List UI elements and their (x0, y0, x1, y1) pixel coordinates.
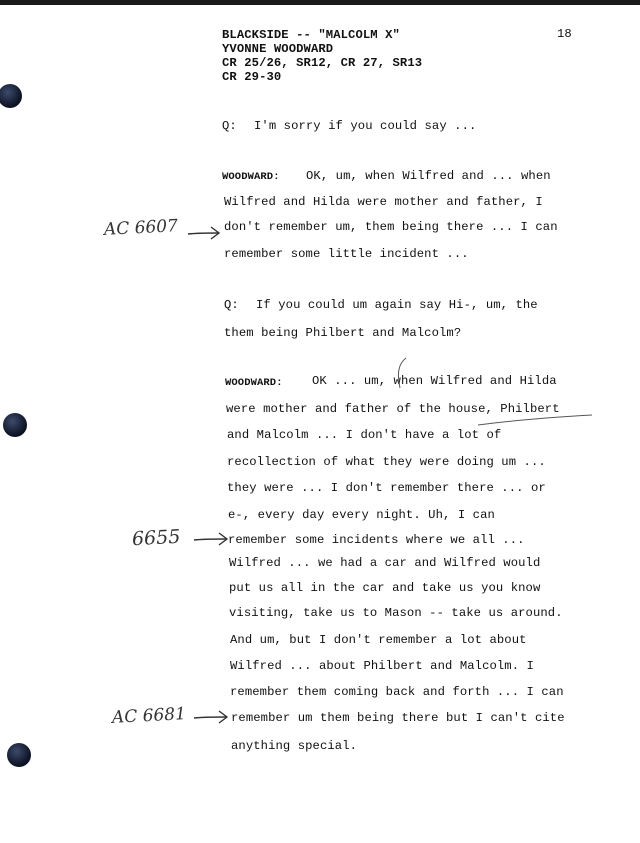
transcript-line: remember some incidents where we all ... (228, 533, 525, 547)
transcript-line: remember some little incident ... (224, 247, 469, 261)
transcript-line: visiting, take us to Mason -- take us around. (229, 606, 563, 620)
pen-mark-bracket (394, 356, 410, 390)
pen-mark-underline (476, 412, 594, 428)
transcript-line: put us all in the car and take us you know (229, 581, 541, 595)
header-interviewee: YVONNE WOODWARD (222, 42, 334, 56)
transcript-line: recollection of what they were doing um ... (227, 455, 546, 469)
punch-hole-bottom (7, 743, 31, 767)
transcript-line: were mother and father of the house, Philbert (226, 402, 560, 416)
speaker-label: Q: (222, 119, 237, 133)
speaker-label: WOODWARD: (225, 377, 283, 389)
header-reels-1: CR 25/26, SR12, CR 27, SR13 (222, 56, 423, 70)
transcript-line: don't remember um, them being there ... I can (224, 220, 558, 234)
transcript-line: e-, every day every night. Uh, I can (228, 508, 495, 522)
header-reels-2: CR 29-30 (222, 70, 282, 84)
page-number: 18 (557, 27, 572, 41)
transcript-line: them being Philbert and Malcolm? (224, 326, 462, 340)
transcript-line: OK ... um, when Wilfred and Hilda (312, 374, 557, 388)
transcript-line: I'm sorry if you could say ... (254, 119, 477, 133)
punch-hole-middle (3, 413, 27, 437)
page-top-edge (0, 0, 640, 5)
annotation-text: AC 6607 (103, 216, 179, 240)
arrow-icon (192, 530, 230, 548)
transcript-line: remember um them being there but I can't cite (231, 711, 565, 725)
speaker-label: WOODWARD: (222, 171, 280, 183)
annotation-text: AC 6681 (111, 704, 187, 728)
speaker-label: Q: (224, 298, 239, 312)
transcript-line: And um, but I don't remember a lot about (230, 633, 527, 647)
transcript-line: Wilfred ... we had a car and Wilfred would (229, 556, 541, 570)
transcript-line: anything special. (231, 739, 358, 753)
arrow-icon (192, 708, 230, 726)
transcript-line: Wilfred and Hilda were mother and father, I (224, 195, 543, 209)
annotation-text: 6655 (131, 525, 181, 551)
arrow-icon (186, 224, 222, 242)
transcript-line: and Malcolm ... I don't have a lot of (227, 428, 502, 442)
transcript-line: remember them coming back and forth ... I can (230, 685, 564, 699)
punch-hole-top (0, 84, 22, 108)
transcript-line: they were ... I don't remember there ... or (227, 481, 546, 495)
header-title: BLACKSIDE -- "MALCOLM X" (222, 28, 400, 42)
transcript-line: If you could um again say Hi-, um, the (256, 298, 538, 312)
transcript-line: OK, um, when Wilfred and ... when (306, 169, 551, 183)
transcript-line: Wilfred ... about Philbert and Malcolm. I (230, 659, 534, 673)
